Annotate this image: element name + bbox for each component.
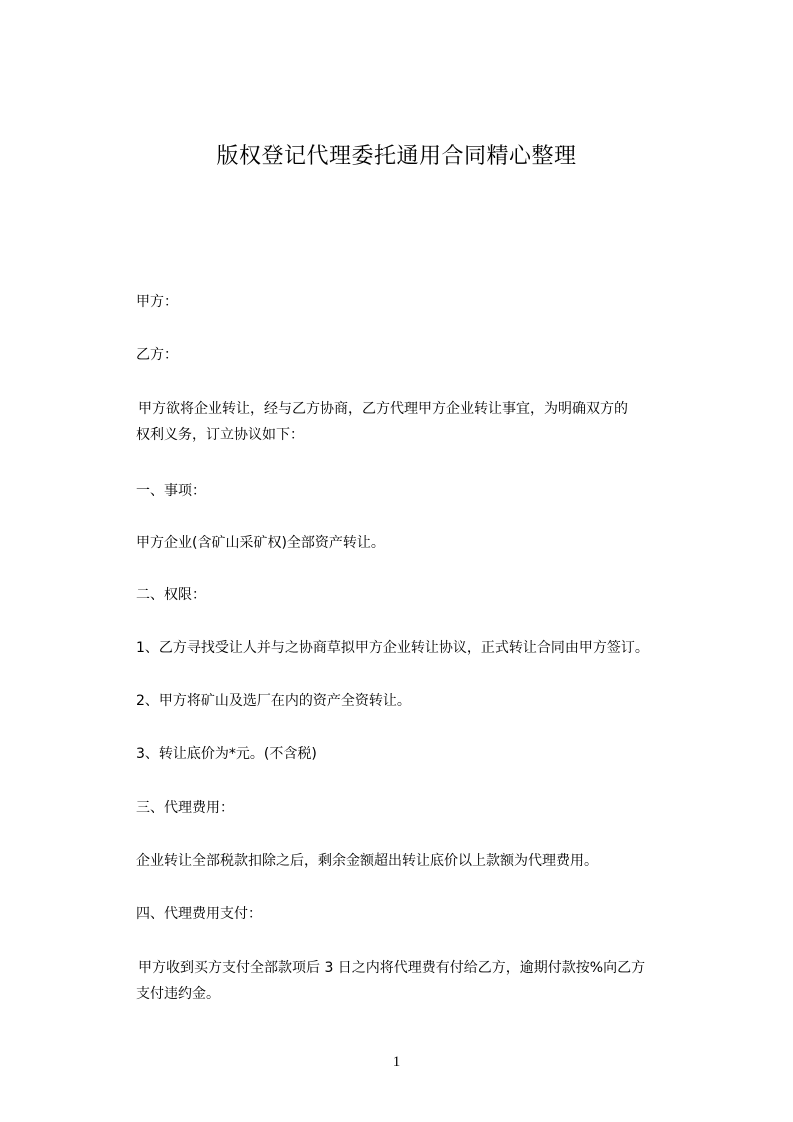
section-2-item-1: 1、乙方寻找受让人并与之协商草拟甲方企业转让协议，正式转让合同由甲方签订。 xyxy=(136,640,649,656)
party-b-label: 乙方： xyxy=(136,347,178,363)
section-3-text: 企业转让全部税款扣除之后，剩余金额超出转让底价以上款额为代理费用。 xyxy=(136,853,598,869)
section-1-heading: 一、事项： xyxy=(136,483,206,499)
section-2-item-3: 3、转让底价为*元。(不含税) xyxy=(136,746,317,762)
party-a-label: 甲方： xyxy=(136,294,178,310)
section-4-line-2: 支付违约金。 xyxy=(136,986,220,1002)
section-2-item-2: 2、甲方将矿山及选厂在内的资产全资转让。 xyxy=(136,693,411,709)
intro-line-2: 权利义务，订立协议如下： xyxy=(136,427,304,443)
section-4-line-1: 甲方收到买方支付全部款项后 3 日之内将代理费有付给乙方，逾期付款按%向乙方 xyxy=(138,960,646,976)
intro-line-1: 甲方欲将企业转让，经与乙方协商，乙方代理甲方企业转让事宜，为明确双方的 xyxy=(138,401,628,417)
intro-paragraph xyxy=(136,396,716,448)
section-1-text: 甲方企业(含矿山采矿权)全部资产转让。 xyxy=(136,535,385,551)
section-2-heading: 二、权限： xyxy=(136,587,206,603)
section-3-heading: 三、代理费用： xyxy=(136,800,234,816)
page-number: 1 xyxy=(392,1054,401,1070)
document-title: 版权登记代理委托通用合同精心整理 xyxy=(216,144,577,169)
section-4-paragraph xyxy=(136,955,716,1007)
section-4-heading: 四、代理费用支付： xyxy=(136,906,262,922)
